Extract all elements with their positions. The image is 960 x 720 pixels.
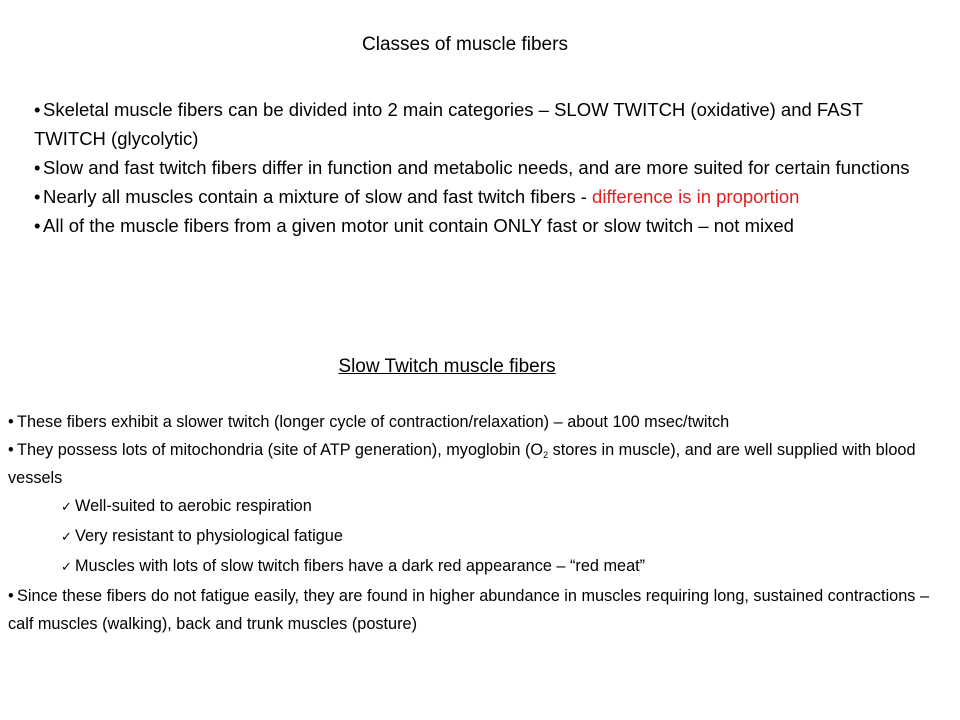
check-icon: ✓: [61, 560, 72, 575]
slide-title: Classes of muscle fibers: [362, 34, 568, 55]
check-icon: ✓: [61, 530, 72, 545]
intro-bullet-3: • Nearly all muscles contain a mixture of slow and fast twitch fibers - difference is in proportion: [34, 182, 934, 211]
subscript: 2: [543, 450, 549, 460]
bullet-icon: •: [34, 186, 41, 207]
bullet-icon: •: [34, 99, 41, 120]
slow-twitch-bullet-1: • These fibers exhibit a slower twitch (longer cycle of contraction/relaxation) – about 100 msec/twitch: [8, 408, 958, 436]
bullet-icon: •: [34, 215, 41, 236]
section-heading: Slow Twitch muscle fibers: [338, 356, 556, 377]
slow-twitch-bullet-3: • Since these fibers do not fatigue easily, they are found in higher abundance in muscles requiring long, sustained contractions – calf muscles (walking), back and trunk muscles (posture): [8, 582, 958, 638]
intro-bullet-1: • Skeletal muscle fibers can be divided into 2 main categories – SLOW TWITCH (oxidative) and FAST TWITCH (glycolytic): [34, 95, 934, 153]
intro-bullet-4: • All of the muscle fibers from a given motor unit contain ONLY fast or slow twitch – not mixed: [34, 211, 934, 240]
check-item-2: ✓ Very resistant to physiological fatigue: [8, 522, 958, 552]
check-item-3: ✓ Muscles with lots of slow twitch fibers have a dark red appearance – “red meat”: [8, 552, 958, 582]
bullet-icon: •: [8, 441, 14, 459]
check-item-1: ✓ Well-suited to aerobic respiration: [8, 492, 958, 522]
bullet-icon: •: [34, 157, 41, 178]
check-icon: ✓: [61, 500, 72, 515]
slow-twitch-bullet-list: [8, 408, 958, 638]
bullet-icon: •: [8, 587, 14, 605]
highlight-text: difference is in proportion: [592, 186, 800, 207]
bullet-icon: •: [8, 413, 14, 431]
slow-twitch-bullet-2: • They possess lots of mitochondria (site of ATP generation), myoglobin ($O_2$ stores in muscle), and are well supplied with blood vessels: [8, 436, 958, 492]
intro-bullet-2: • Slow and fast twitch fibers differ in function and metabolic needs, and are more suited for certain functions: [34, 153, 934, 182]
intro-bullet-list: [34, 95, 934, 240]
